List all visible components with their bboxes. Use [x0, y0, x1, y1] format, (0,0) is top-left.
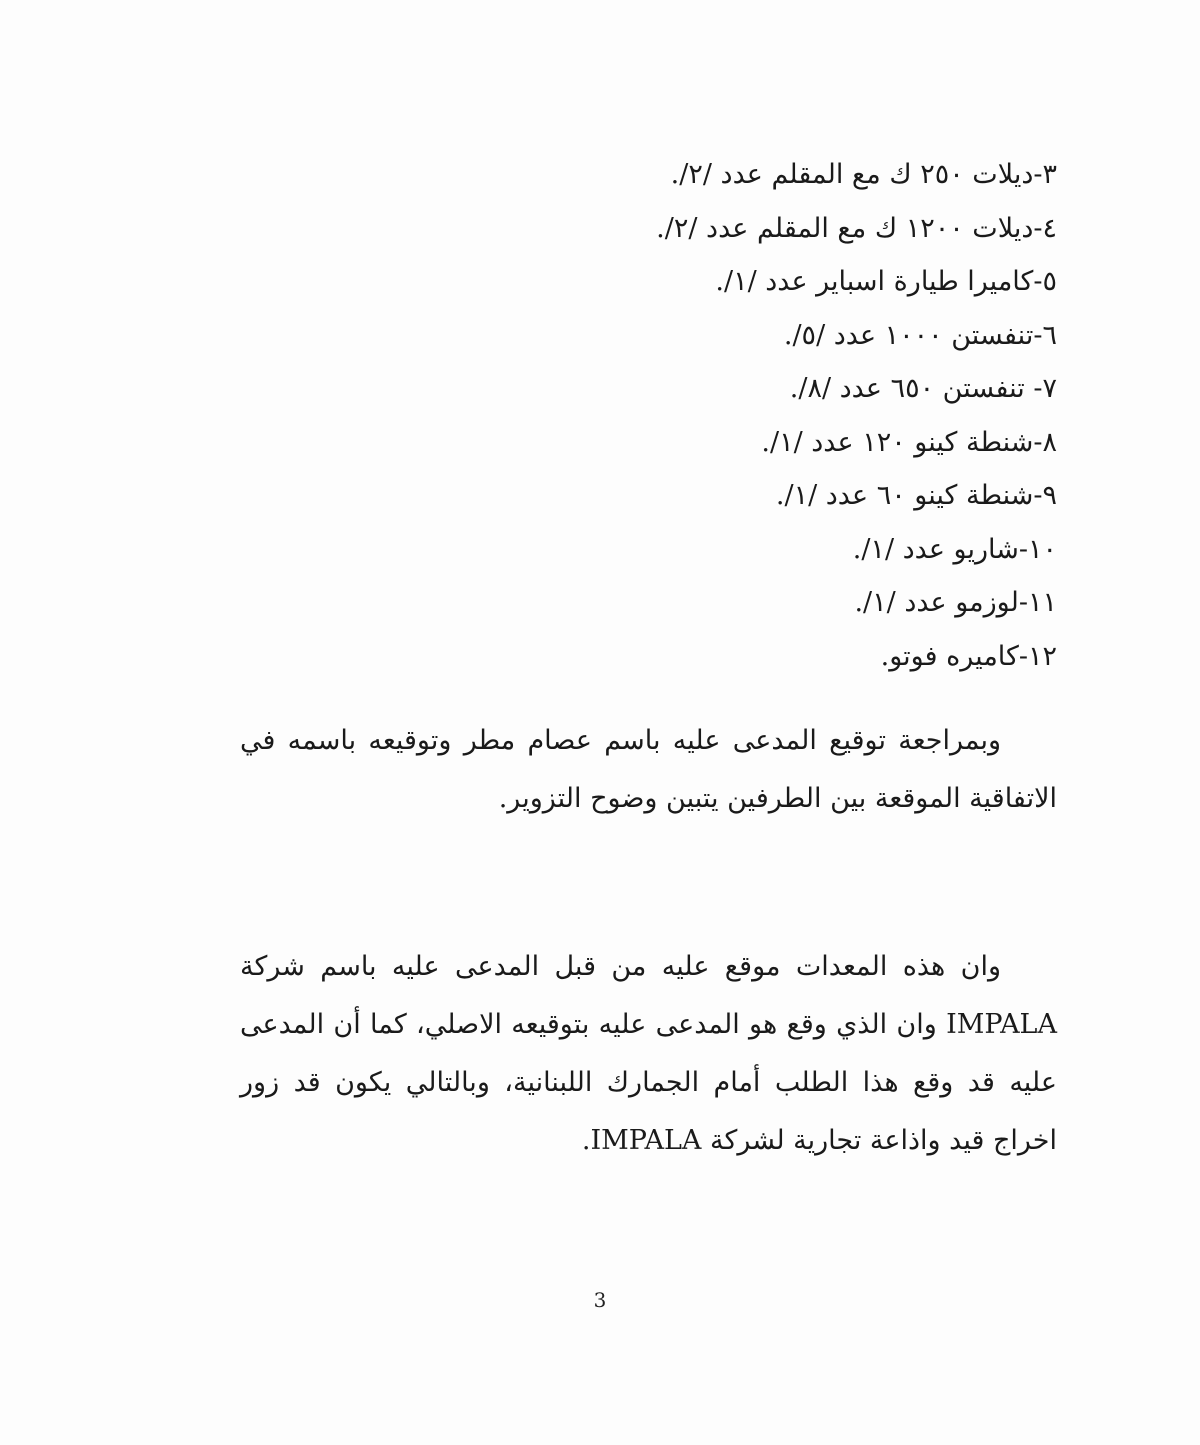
list-item: ١١-لوزمو عدد /١/. [854, 587, 1057, 618]
page-number: 3 [593, 1288, 607, 1312]
paragraph-impala-forgery [240, 938, 1057, 1170]
paragraph-text: وبمراجعة توقيع المدعى عليه باسم عصام مطر وتوقيعه باسمه في الاتفاقية الموقعة بين الطرفين يتبين وضوح التزوير. [240, 725, 1057, 814]
paragraph-signature-review [240, 712, 1057, 828]
list-item: ٨-شنطة كينو ١٢٠ عدد /١/. [761, 426, 1057, 458]
list-item: ١٢-كاميره فوتو. [880, 640, 1057, 672]
list-item: ٦-تنفستن ١٠٠٠ عدد /٥/. [783, 319, 1057, 351]
equipment-list [357, 148, 1057, 683]
list-item: ٧- تنفستن ٦٥٠ عدد /٨/. [789, 373, 1057, 404]
list-item: ٣-ديلات ٢٥٠ ك مع المقلم عدد /٢/. [670, 159, 1057, 190]
list-item: ٤-ديلات ١٢٠٠ ك مع المقلم عدد /٢/. [656, 212, 1057, 244]
paragraph-text: وان هذه المعدات موقع عليه من قبل المدعى عليه باسم شركة IMPALA وان الذي وقع هو المدعى عليه بتوقيعه الاصلي، كما أن المدعى عليه قد وقع هذا الطلب أمام الجمارك اللبنانية، وبالتالي يكون قد زور اخراج قيد واذاعة تجارية لشركة IMPALA. [240, 951, 1057, 1156]
list-item: ٥-كاميرا طيارة اسباير عدد /١/. [715, 266, 1057, 297]
list-item: ٩-شنطة كينو ٦٠ عدد /١/. [775, 480, 1057, 511]
list-item: ١٠-شاريو عدد /١/. [852, 533, 1057, 565]
